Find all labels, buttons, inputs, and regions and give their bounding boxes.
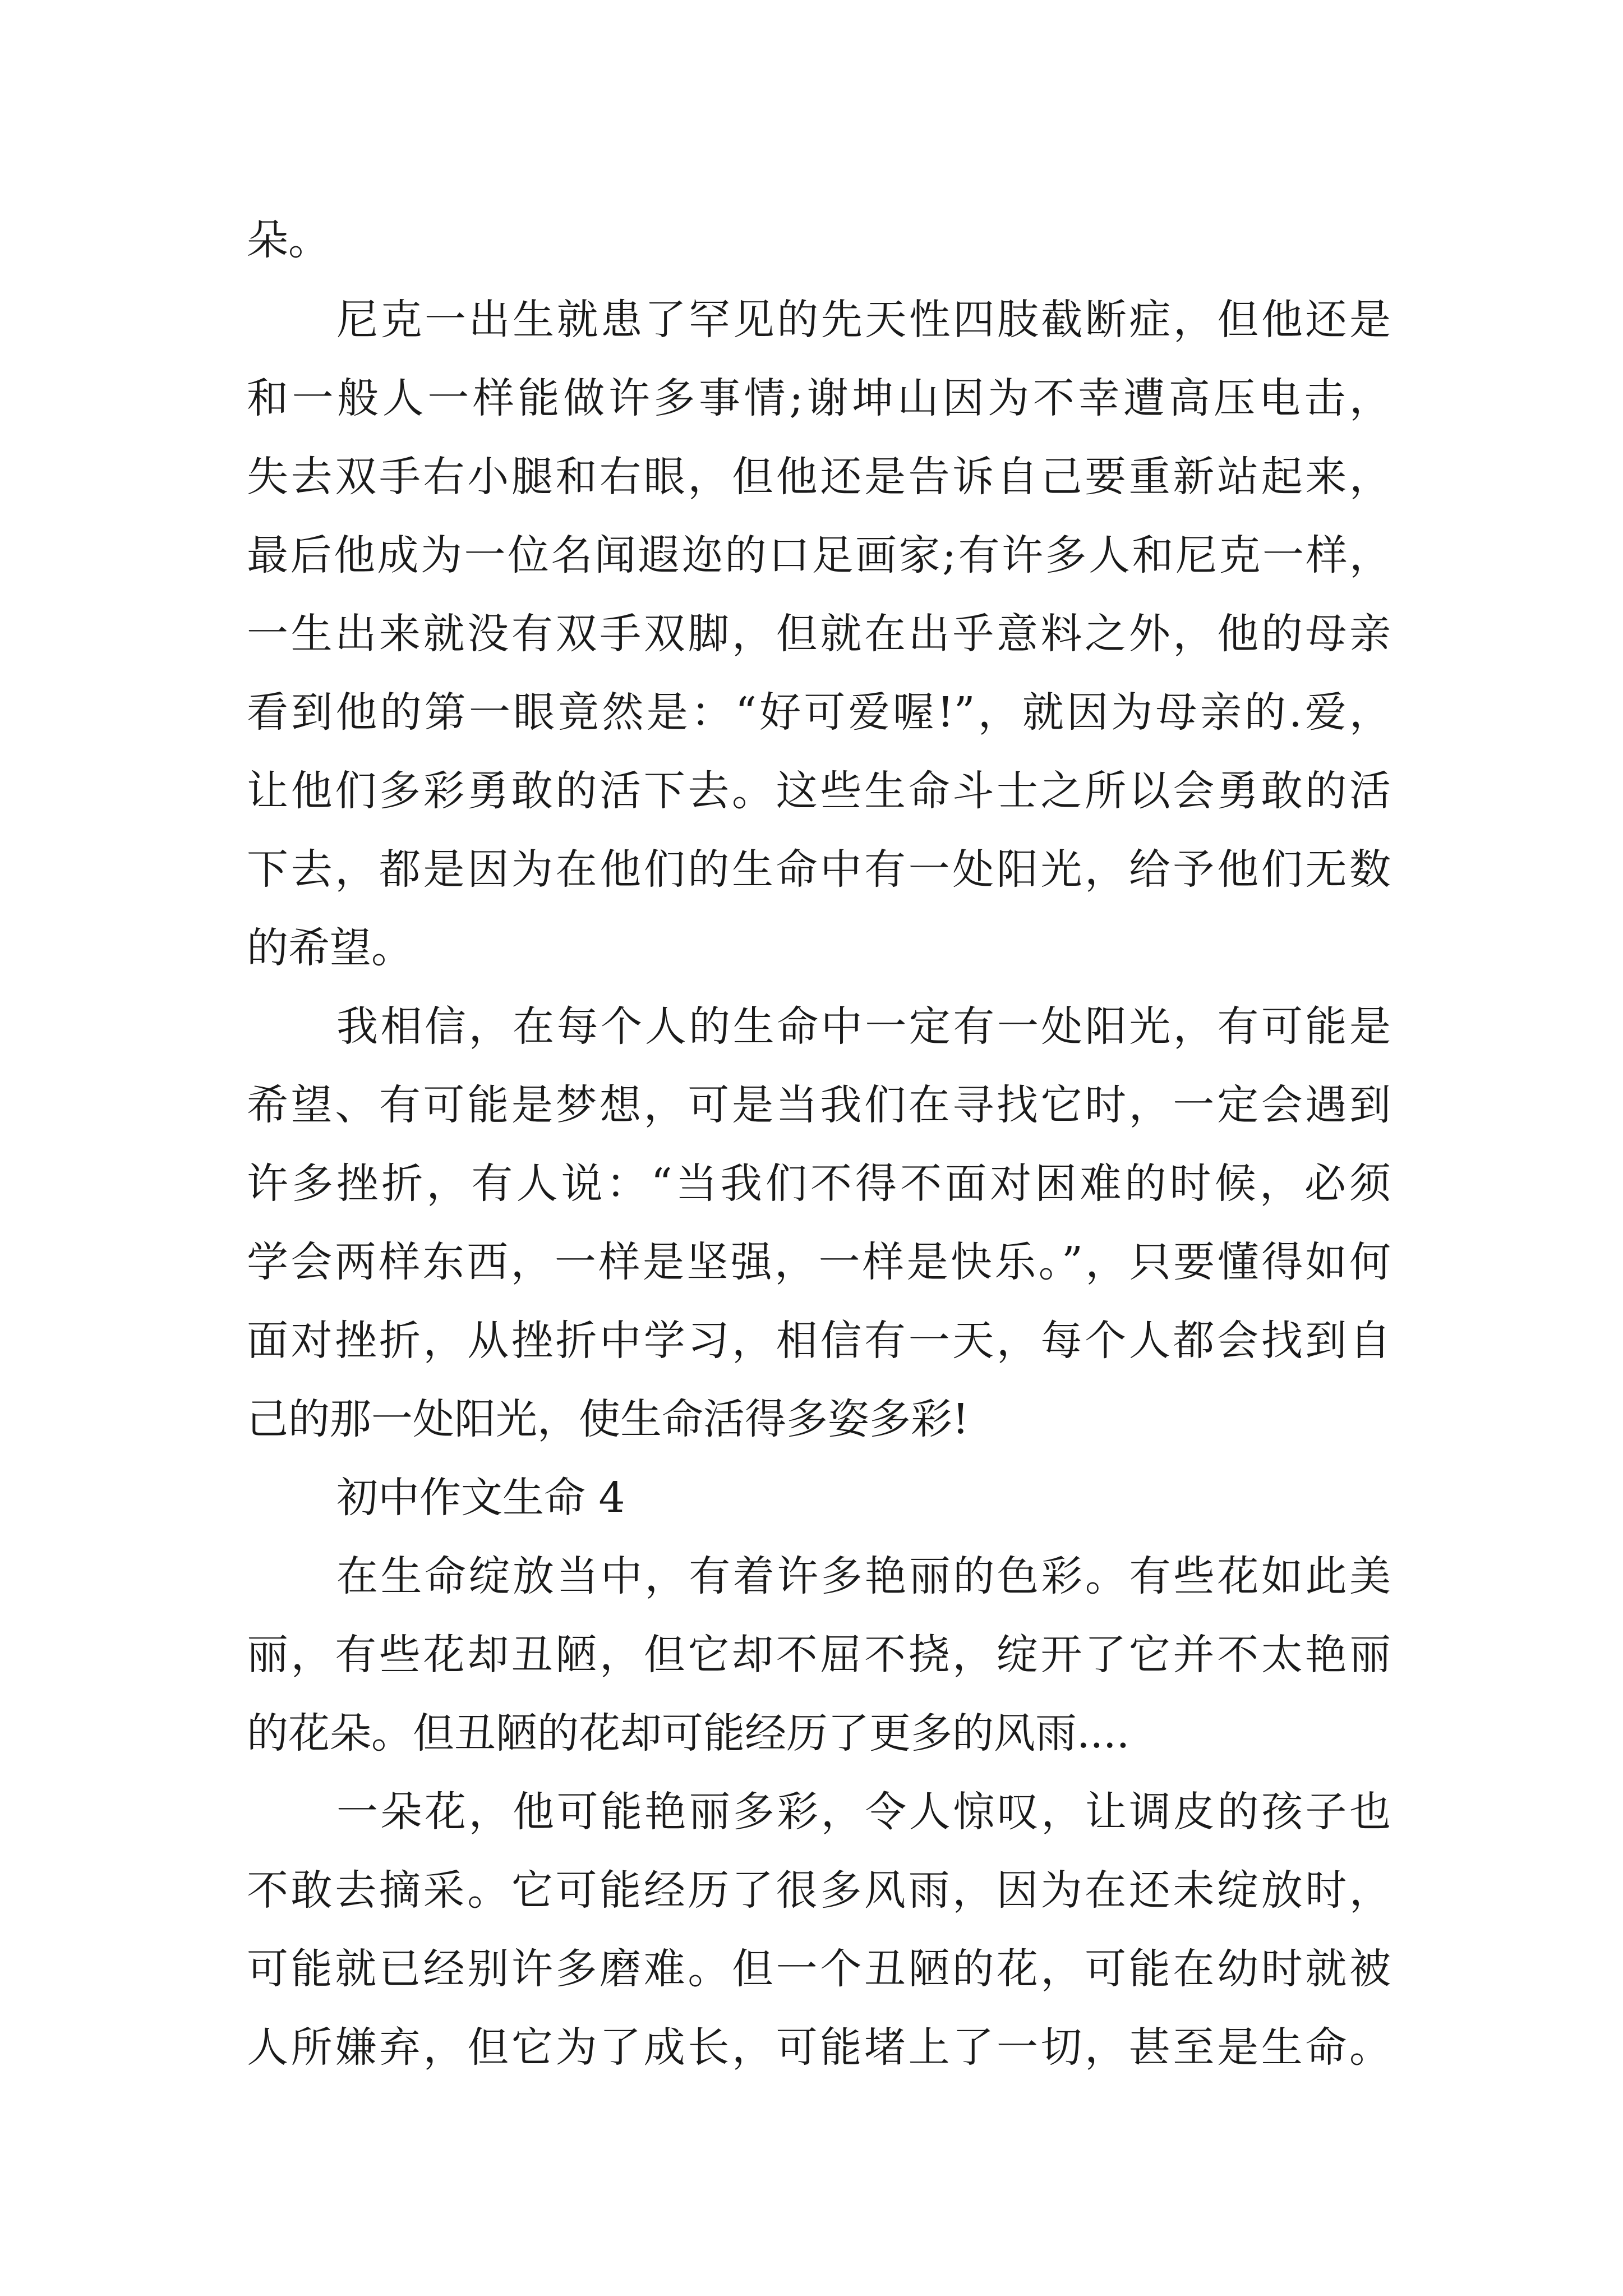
text-line: 和一般人一样能做许多事情;谢坤山因为不幸遭高压电击， [247,374,1391,422]
text-line: 朵。 [247,216,330,264]
text-line: 的花朵。但丑陋的花却可能经历了更多的风雨.... [247,1709,1130,1757]
text-line: 学会两样东西，一样是坚强，一样是快乐。”，只要懂得如何 [247,1238,1391,1286]
text-line: 我相信，在每个人的生命中一定有一处阳光，有可能是 [336,1002,1391,1051]
text-line: 的希望。 [247,924,413,972]
section-heading: 初中作文生命 4 [336,1474,625,1522]
text-line: 下去，都是因为在他们的生命中有一处阳光，给予他们无数 [247,845,1391,894]
text-line: 可能就已经别许多磨难。但一个丑陋的花，可能在幼时就被 [247,1945,1391,1993]
text-line: 看到他的第一眼竟然是：“好可爱喔!”，就因为母亲的.爱， [247,688,1391,737]
text-line: 失去双手右小腿和右眼，但他还是告诉自己要重新站起来， [247,453,1391,501]
text-line: 希望、有可能是梦想，可是当我们在寻找它时，一定会遇到 [247,1081,1391,1129]
text-line: 许多挫折，有人说：“当我们不得不面对困难的时候，必须 [247,1159,1391,1208]
text-line: 尼克一出生就患了罕见的先天性四肢截断症，但他还是 [336,296,1391,344]
text-line: 不敢去摘采。它可能经历了很多风雨，因为在还未绽放时， [247,1866,1391,1915]
text-line: 己的那一处阳光，使生命活得多姿多彩! [247,1395,969,1443]
text-line: 让他们多彩勇敢的活下去。这些生命斗士之所以会勇敢的活 [247,767,1391,815]
text-line: 一生出来就没有双手双脚，但就在出乎意料之外，他的母亲 [247,610,1391,658]
text-line: 在生命绽放当中，有着许多艳丽的色彩。有些花如此美 [336,1552,1391,1600]
text-line: 面对挫折，从挫折中学习，相信有一天，每个人都会找到自 [247,1317,1391,1365]
text-line: 丽，有些花却丑陋，但它却不屈不挠，绽开了它并不太艳丽 [247,1631,1391,1679]
text-line: 一朵花，他可能艳丽多彩，令人惊叹，让调皮的孩子也 [336,1788,1391,1836]
text-line: 人所嫌弃，但它为了成长，可能堵上了一切，甚至是生命。 [247,2023,1391,2072]
text-line: 最后他成为一位名闻遐迩的口足画家;有许多人和尼克一样， [247,531,1391,579]
